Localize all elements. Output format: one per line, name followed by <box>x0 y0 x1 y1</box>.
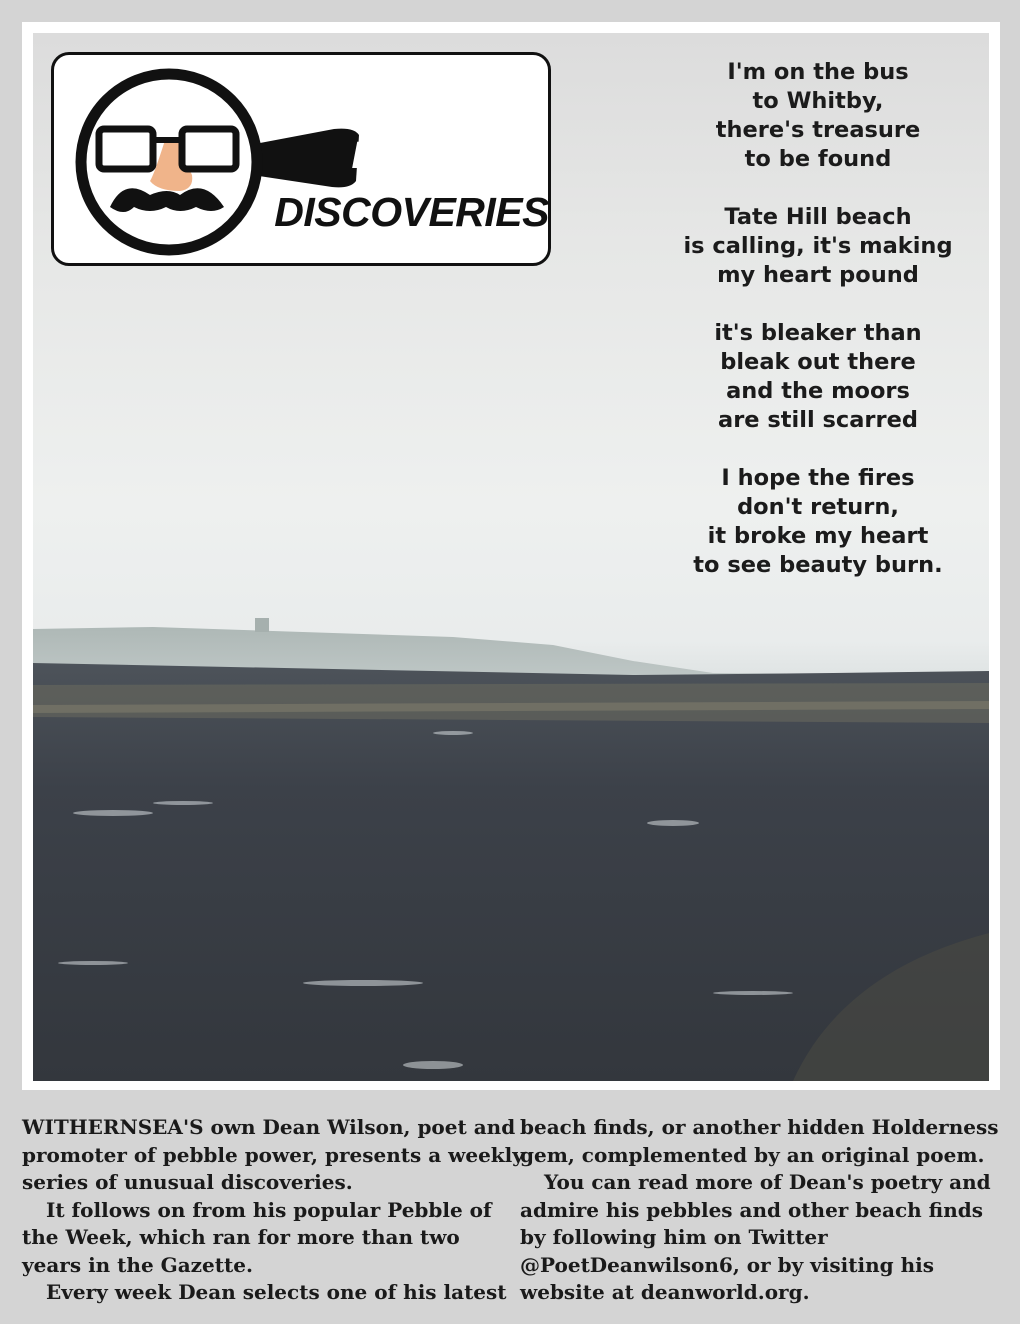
poem-line: my heart pound <box>717 262 919 288</box>
poem-stanza <box>668 203 968 290</box>
poem-line: is calling, it's making <box>683 233 953 259</box>
article-paragraph <box>520 1114 1000 1169</box>
poem-stanza <box>668 319 968 435</box>
poem-stanza <box>668 58 968 174</box>
article-line: the Week, which ran for more than two <box>22 1225 460 1249</box>
article-line: WITHERNSEA'S own Dean Wilson, poet and <box>22 1115 516 1139</box>
article-paragraph <box>520 1197 1000 1307</box>
article-line: series of unusual discoveries. <box>22 1170 353 1194</box>
poem-line: it broke my heart <box>707 523 929 549</box>
article-line: Every week Dean selects one of his latest <box>46 1280 507 1304</box>
poem-line: I'm on the bus <box>727 59 909 85</box>
article-line: It follows on from his popular Pebble of <box>46 1197 492 1222</box>
poem-line: Tate Hill beach <box>724 204 912 230</box>
poem-line: don't return, <box>737 494 899 520</box>
article-paragraph <box>22 1114 524 1197</box>
article-column-1 <box>22 1114 524 1307</box>
poem-line: and the moors <box>726 378 910 404</box>
poem-line: I hope the fires <box>721 465 915 491</box>
article-line: years in the Gazette. <box>22 1252 253 1277</box>
article-line: admire his pebbles and other beach finds <box>520 1197 983 1222</box>
article-line: gem, complemented by an original poem. <box>520 1142 985 1167</box>
article-line: You can read more of Dean's poetry and <box>544 1170 991 1194</box>
poem-line: there's treasure <box>715 117 921 143</box>
poem-line: to see beauty burn. <box>693 552 943 578</box>
poem-line: to Whitby, <box>752 88 884 114</box>
article-paragraph <box>22 1224 507 1279</box>
poem-line: are still scarred <box>718 407 918 433</box>
deans-discoveries-logo <box>51 52 551 266</box>
article-line: by following him on Twitter <box>520 1225 828 1249</box>
article-paragraph <box>22 1279 507 1307</box>
article-line: website at deanworld.org. <box>520 1280 810 1304</box>
article-line: promoter of pebble power, presents a weekly <box>22 1142 524 1167</box>
article-line: @PoetDeanwilson6, or by visiting his <box>520 1252 934 1277</box>
logo-text-deans: DEAN'S <box>351 135 497 177</box>
poem <box>668 58 968 609</box>
article-line: beach finds, or another hidden Holderness <box>520 1115 999 1139</box>
poem-line: it's bleaker than <box>714 320 922 346</box>
poem-line: bleak out there <box>720 349 916 375</box>
article-paragraph <box>520 1169 1000 1197</box>
poem-line: to be found <box>744 146 892 172</box>
poem-stanza <box>668 464 968 580</box>
article-paragraph <box>22 1197 507 1225</box>
logo-text-discoveries: DISCOVERIES <box>274 189 549 235</box>
article-column-2 <box>520 1114 1000 1307</box>
